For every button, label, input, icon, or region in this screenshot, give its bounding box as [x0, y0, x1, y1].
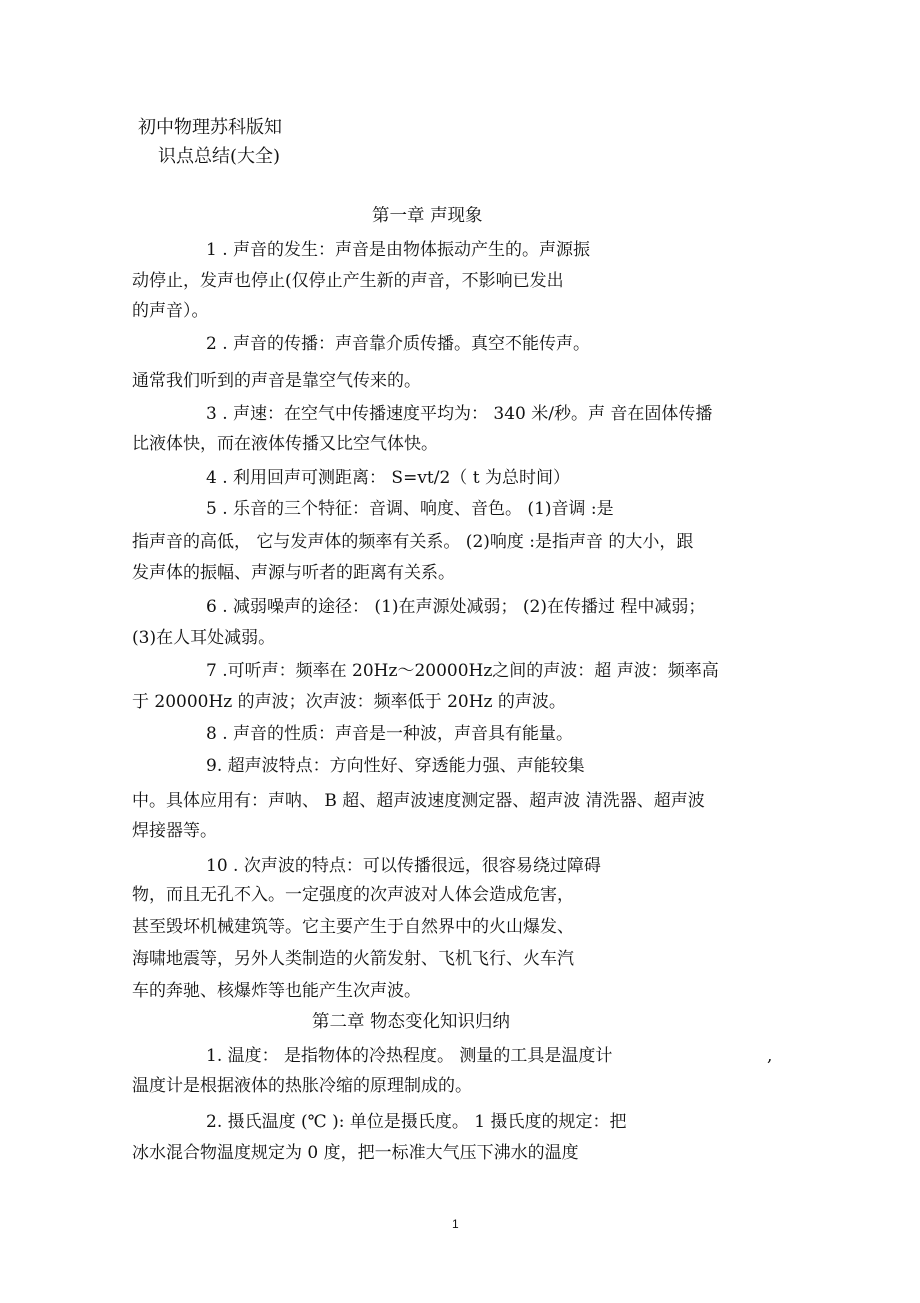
text-line: 冰水混合物温度规定为 0 度，把一标准大气压下沸水的温度 — [132, 1143, 579, 1163]
text-line: 物，而且无孔不入。一定强度的次声波对人体会造成危害， — [132, 885, 574, 905]
text-line: 甚至毁坏机械建筑等。它主要产生于自然界中的火山爆发、 — [132, 917, 574, 937]
chapter-heading: 第一章 声现象 — [372, 206, 483, 226]
text-line: 2. 摄氏温度 (℃ ): 单位是摄氏度。 1 摄氏度的规定：把 — [206, 1112, 627, 1132]
text-line: 6 . 减弱噪声的途径： (1)在声源处减弱； (2)在传播过 程中减弱； — [206, 597, 706, 617]
document-title-line: 识点总结(大全) — [158, 146, 281, 167]
text-line: 焊接器等。 — [132, 821, 217, 841]
text-line: 5 . 乐音的三个特征：音调、响度、音色。 (1)音调 :是 — [206, 499, 614, 519]
text-line: 4 . 利用回声可测距离： S=vt/2（ t 为总时间） — [206, 468, 570, 488]
document-title-line: 初中物理苏科版知 — [138, 117, 282, 138]
text-line: 通常我们听到的声音是靠空气传来的。 — [132, 371, 421, 391]
text-line: 海啸地震等，另外人类制造的火箭发射、飞机飞行、火车汽 — [132, 949, 574, 969]
text-line: 3 . 声速：在空气中传播速度平均为： 340 米/秒。声 音在固体传播 — [206, 404, 713, 424]
text-line: , — [767, 1046, 773, 1066]
text-line: 10 . 次声波的特点：可以传播很远，很容易绕过障碍 — [206, 856, 601, 876]
text-line: 1. 温度： 是指物体的冷热程度。 测量的工具是温度计 — [206, 1046, 613, 1066]
text-line: 动停止，发声也停止(仅停止产生新的声音，不影响已发出 — [132, 271, 564, 291]
text-line: 车的奔驰、核爆炸等也能产生次声波。 — [132, 981, 421, 1001]
text-line: 温度计是根据液体的热胀冷缩的原理制成的。 — [132, 1076, 472, 1096]
text-line: 1 . 声音的发生：声音是由物体振动产生的。声源振 — [206, 240, 591, 260]
text-line: 7 .可听声：频率在 20Hz〜20000Hz之间的声波：超 声波：频率高 — [206, 661, 719, 681]
text-line: 指声音的高低， 它与发声体的频率有关系。 (2)响度 :是指声音 的大小，跟 — [132, 532, 694, 552]
chapter-heading: 第二章 物态变化知识归纳 — [312, 1012, 511, 1032]
text-line: 8 . 声音的性质：声音是一种波，声音具有能量。 — [206, 724, 574, 744]
text-line: (3)在人耳处减弱。 — [132, 628, 276, 648]
text-line: 于 20000Hz 的声波；次声波：频率低于 20Hz 的声波。 — [132, 692, 566, 712]
text-line: 2 . 声音的传播：声音靠介质传播。真空不能传声。 — [206, 334, 591, 354]
text-line: 发声体的振幅、声源与听者的距离有关系。 — [132, 563, 455, 583]
text-line: 的声音）。 — [132, 301, 209, 321]
text-line: 9. 超声波特点：方向性好、穿透能力强、声能较集 — [206, 756, 585, 776]
text-line: 比液体快，而在液体传播又比空气体快。 — [132, 434, 438, 454]
text-line: 中。具体应用有：声呐、 B 超、超声波速度测定器、超声波 清洗器、超声波 — [132, 791, 705, 811]
page-number: 1 — [452, 1217, 459, 1231]
